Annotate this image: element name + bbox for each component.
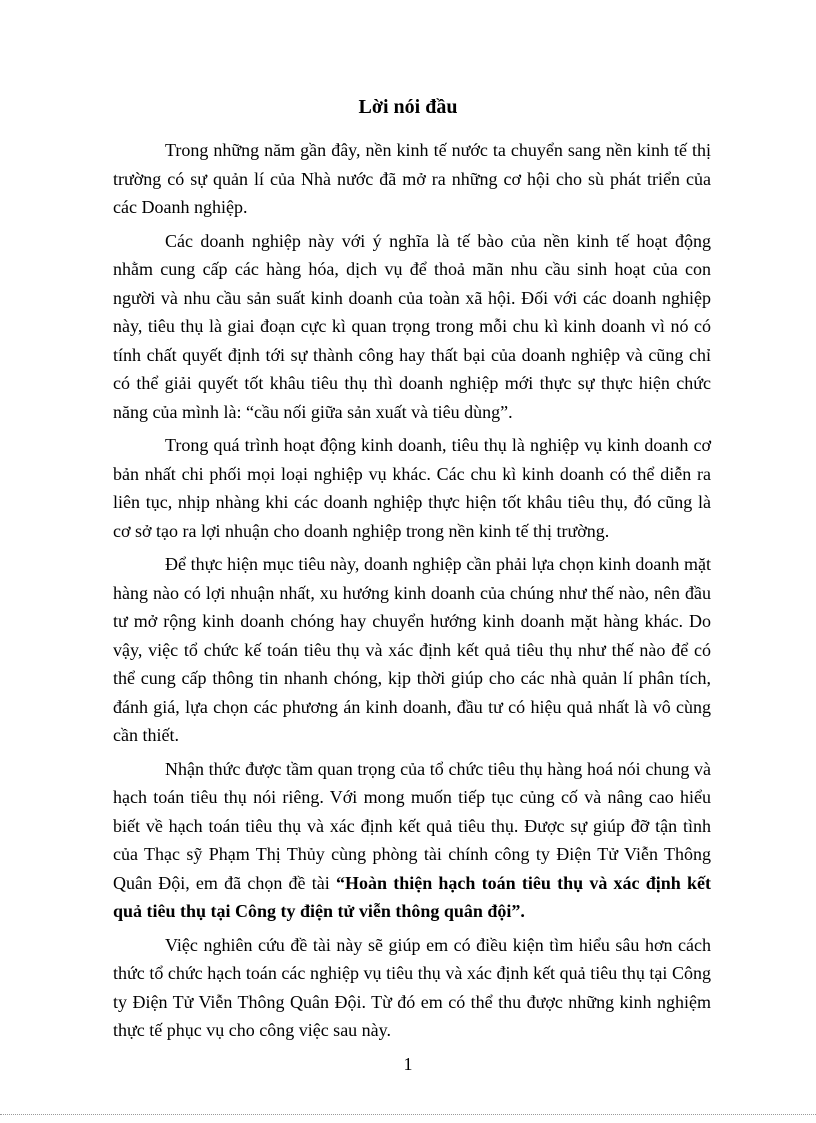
paragraph-6: Việc nghiên cứu đề tài này sẽ giúp em có điều kiện tìm hiểu sâu hơn cách thức tổ chức hạch toán các nghiệp vụ tiêu thụ và xác định kết quả tiêu thụ tại Công ty Điện Tử Viễn Thông Quân Đội. Từ đó em có thể thu được những kinh nghiệm thực tế phục vụ cho công việc sau này. <box>113 934 711 1040</box>
paragraph-4: Để thực hiện mục tiêu này, doanh nghiệp cần phải lựa chọn kinh doanh mặt hàng nào có lợi nhuận nhất, xu hướng kinh doanh của chúng như thế nào, nên đầu tư mở rộng kinh doanh chóng hay chuyển hướng kinh doanh mặt hàng khác. Do vậy, việc tổ chức kế toán tiêu thụ và xác định kết quả tiêu thụ như thế nào để có thể cung cấp thông tin nhanh chóng, kịp thời giúp cho các nhà quản lí phân tích, đánh giá, lựa chọn các phương án kinh doanh, đầu tư có hiệu quả nhất là vô cùng cần thiết. <box>113 554 711 745</box>
page-break-line <box>0 1114 816 1115</box>
paragraph-3: Trong quá trình hoạt động kinh doanh, tiêu thụ là nghiệp vụ kinh doanh cơ bản nhất chi phối mọi loại nghiệp vụ khác. Các chu kì kinh doanh có thể diễn ra liên tục, nhịp nhàng khi các doanh nghiệp thực hiện tốt khâu tiêu thụ, đó cũng là cơ sở tạo ra lợi nhuận cho doanh nghiệp trong nền kinh tế thị trường. <box>113 435 711 541</box>
page-number: 1 <box>403 1054 413 1074</box>
paragraph-2: Các doanh nghiệp này với ý nghĩa là tế bào của nền kinh tế hoạt động nhằm cung cấp các hàng hóa, dịch vụ để thoả mãn nhu cầu sinh hoạt của con người và nhu cầu sản suất kinh doanh của toàn xã hội. Đối với các doanh nghiệp này, tiêu thụ là giai đoạn cực kì quan trọng trong mỗi chu kì kinh doanh vì nó có tính chất quyết định tới sự thành công hay thất bại của doanh nghiệp và cũng chỉ có thể giải quyết tốt khâu tiêu thụ thì doanh nghiệp mới thực sự thực hiện chức năng của mình là: “cầu nối giữa sản xuất và tiêu dùng”. <box>113 230 711 422</box>
paragraph-5 <box>113 755 711 926</box>
paragraph-1: Trong những năm gần đây, nền kinh tế nước ta chuyển sang nền kinh tế thị trường có sự quản lí của Nhà nước đã mở ra những cơ hội cho sù phát triển của các Doanh nghiệp. <box>113 140 711 217</box>
paragraph-5-text: Nhận thức được tầm quan trọng của tổ chức tiêu thụ hàng hoá nói chung và hạch toán tiêu thụ nói riêng. Với mong muốn tiếp tục củng cố và nâng cao hiểu biết về hạch toán tiêu thụ và xác định kết quả tiêu thụ. Được sự giúp đỡ tận tình của Thạc sỹ Phạm Thị Thủy cùng phòng tài chính công ty Điện Tử Viễn Thông Quân Đội, em đã chọn đề tài <box>113 758 711 893</box>
thesis-topic: “Hoàn thiện hạch toán tiêu thụ và xác định kết quả tiêu thụ tại Công ty điện tử viễn thông quân đội”. <box>113 872 711 921</box>
document-body <box>113 136 711 1050</box>
page-title: Lời nói đầu <box>358 96 458 118</box>
